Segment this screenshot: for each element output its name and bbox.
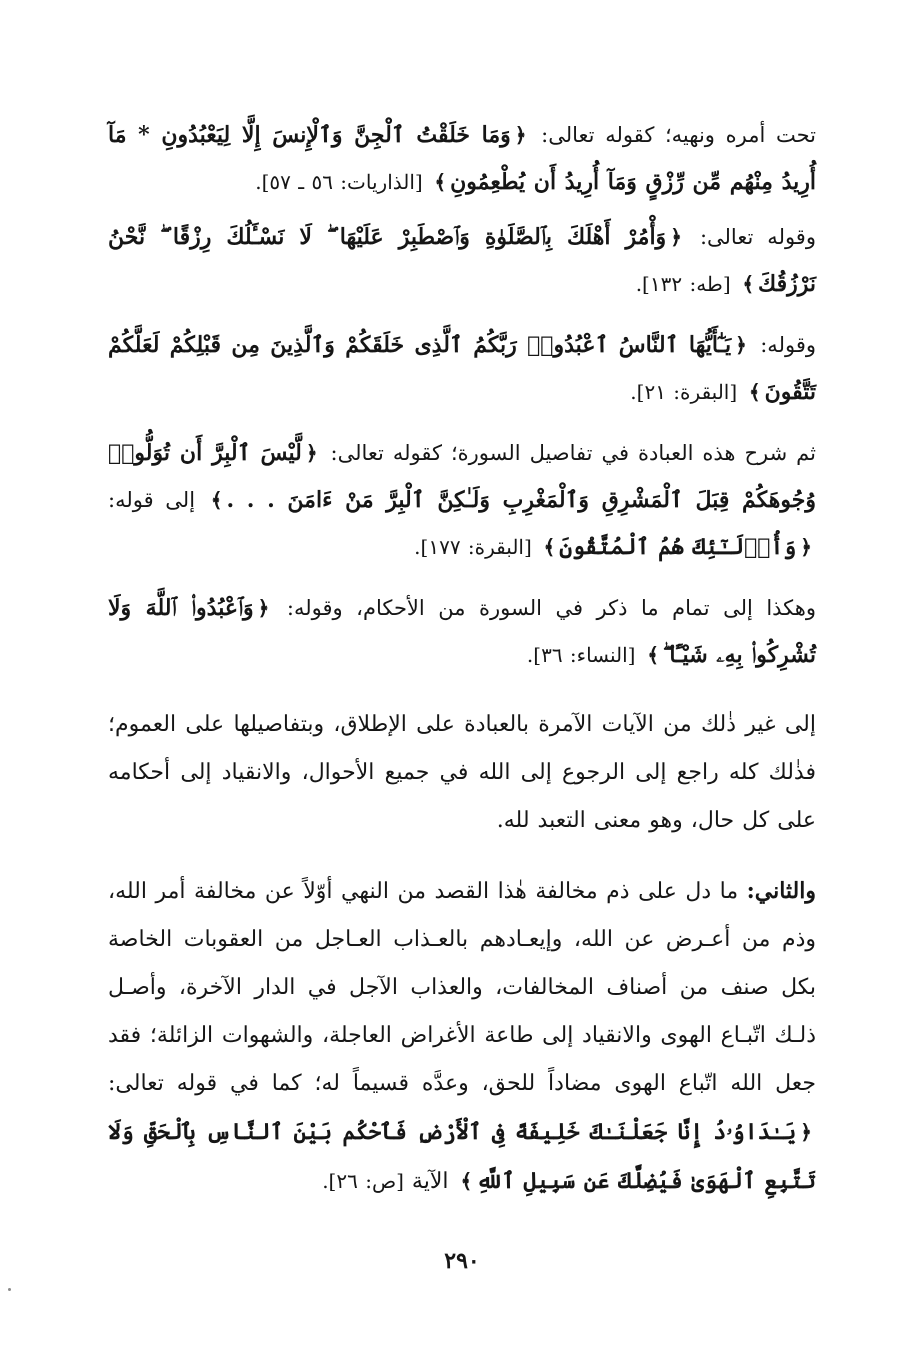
- quran-open-bracket: ﴿: [800, 1120, 812, 1144]
- verse-reference: [طه: ١٣٢].: [635, 272, 731, 296]
- verse-paragraph-2: [108, 214, 816, 308]
- quran-open-bracket: ﴿: [800, 535, 812, 559]
- intro-text: وهكذا إلى تمام ما ذكر في السورة من الأحكام، وقوله:: [286, 596, 816, 620]
- verse-reference: [النساء: ٣٦].: [526, 643, 636, 667]
- quran-open-bracket: ﴿: [735, 333, 747, 357]
- verse-paragraph-5: [108, 585, 816, 679]
- quran-close-bracket: ﴾: [210, 488, 223, 512]
- quran-close-bracket: ﴾: [460, 1169, 473, 1193]
- intro-text: تحت أمره ونهيه؛ كقوله تعالى:: [541, 123, 816, 147]
- second-point-paragraph: [108, 867, 816, 1206]
- quran-quote: يَـٰٓأَيُّهَا ٱلنَّاسُ ٱعْبُدُوا۟ رَبَّكُمُ ٱلَّذِى خَلَقَكُمْ وَٱلَّذِينَ مِن قَبْلِكُمْ لَعَلَّكُمْ تَتَّقُونَ: [108, 332, 816, 405]
- verse-tail: الآية: [411, 1169, 449, 1194]
- quran-close-bracket: ﴾: [543, 535, 556, 559]
- quran-open-bracket: ﴿: [305, 441, 318, 465]
- quran-quote: وَأُو۟لَـٰٓئِكَ هُمُ ٱلْمُتَّقُونَ: [559, 534, 797, 560]
- body-text: ما دل على ذم مخالفة هٰذا القصد من النهي أوّلاً عن مخالفة أمر الله، وذم من أعـرض عن الله، وإيعـادهم بالعـذاب العـاجل من العقوبات الخاصة بكل صنف من أصناف المخالفات، والعذاب الآجل في الدار الآخرة، وأصـل ذلـك اتّبـاع الهوى والانقياد إلى طاعة الأغراض العاجلة، والشهوات الزائلة؛ فقد جعل الله اتّباع الهوى مضاداً للحق، وعدَّه قسيماً له؛ كما في قوله تعالى:: [108, 879, 816, 1096]
- intro-text: وقوله:: [760, 333, 816, 357]
- point-heading: والثاني:: [746, 878, 816, 904]
- quran-quote: وَمَا خَلَقْتُ ٱلْجِنَّ وَٱلْإِنسَ إِلَّا لِيَعْبُدُونِ * مَآ أُرِيدُ مِنْهُم مِّن رِّزْقٍ وَمَآ أُرِيدُ أَن يُطْعِمُونِ: [108, 122, 816, 195]
- quran-close-bracket: ﴾: [748, 380, 761, 404]
- verse-paragraph-1: [108, 112, 816, 206]
- verse-reference: [البقرة: ١٧٧].: [414, 535, 532, 559]
- verse-paragraph-4: [108, 430, 816, 571]
- quran-close-bracket: ﴾: [434, 170, 447, 194]
- quran-quote: لَّيْسَ ٱلْبِرَّ أَن تُوَلُّوا۟ وُجُوهَكُمْ قِبَلَ ٱلْمَشْرِقِ وَٱلْمَغْرِبِ وَلَـٰكِنَّ ٱلْبِرَّ مَنْ ءَامَنَ . . .: [108, 440, 816, 513]
- summary-paragraph: إلى غير ذٰلك من الآيات الآمرة بالعبادة على الإطلاق، وبتفاصيلها على العموم؛ فذٰلك كله راجع إلى الرجوع إلى الله في جميع الأحوال، والانقياد إلى أحكامه على كل حال، وهو معنى التعبد لله.: [108, 712, 816, 833]
- quran-open-bracket: ﴿: [670, 225, 682, 249]
- quran-quote: وَٱعْبُدُوا۟ ٱللَّهَ وَلَا تُشْرِكُوا۟ بِهِۦ شَيْـًٔا ۖ: [108, 595, 816, 668]
- verse-paragraph-3: [108, 322, 816, 416]
- quran-close-bracket: ﴾: [647, 643, 659, 667]
- intro-text: وقوله تعالى:: [699, 225, 816, 249]
- scan-mark: [8, 1288, 11, 1291]
- page-number: ٢٩٠: [444, 1248, 480, 1274]
- verse-reference: [البقرة: ٢١].: [630, 380, 738, 404]
- quran-quote: يَـٰدَاوُۥدُ إِنَّا جَعَلْنَـٰكَ خَلِيفَةً فِى ٱلْأَرْضِ فَٱحْكُم بَيْنَ ٱلنَّاسِ بِٱلْحَقِّ وَلَا تَتَّبِعِ ٱلْهَوَىٰ فَيُضِلَّكَ عَن سَبِيلِ ٱللَّهِ: [108, 1119, 816, 1194]
- intro-text: ثم شرح هذه العبادة في تفاصيل السورة؛ كقوله تعالى:: [330, 441, 816, 465]
- document-page: [108, 112, 816, 1206]
- connector-text: إلى قوله:: [108, 488, 196, 512]
- quran-open-bracket: ﴿: [514, 123, 527, 147]
- quran-quote: وَأْمُرْ أَهْلَكَ بِٱلصَّلَوٰةِ وَٱصْطَبِرْ عَلَيْهَا ۖ لَا نَسْـَٔلُكَ رِزْقًا ۖ نَّحْنُ نَرْزُقُكَ: [108, 224, 816, 297]
- verse-reference: [ص: ٢٦].: [322, 1169, 404, 1193]
- quran-close-bracket: ﴾: [742, 272, 755, 296]
- quran-open-bracket: ﴿: [257, 596, 270, 620]
- verse-reference: [الذاريات: ٥٦ ـ ٥٧].: [255, 170, 423, 194]
